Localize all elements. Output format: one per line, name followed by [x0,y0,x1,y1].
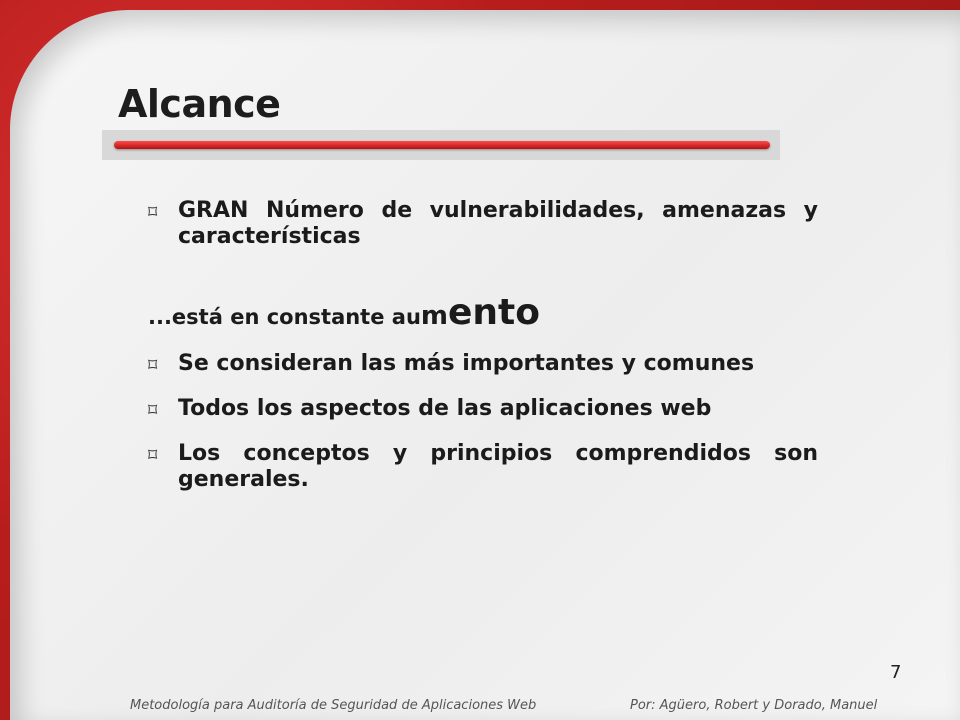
bullet-text-1: GRAN Número de vulnerabilidades, amenazas y características [178,198,818,249]
bullet-text-4: Los conceptos y principios comprendidos son generales. [178,441,818,492]
footer-authors: Por: Agüero, Robert y Dorado, Manuel [630,698,878,713]
title-rule [114,141,770,149]
bullet-glyph-icon: ⌑ [148,400,158,421]
aumento-prefix: ...está en constante [148,305,392,329]
bullet-item-2 [148,351,818,381]
bullet-text-3: Todos los aspectos de las aplicaciones web [178,396,712,421]
bullet-glyph-icon: ⌑ [148,445,158,466]
aumento-part-1: au [391,305,421,329]
footer-title: Metodología para Auditoría de Seguridad de Aplicaciones Web [130,698,537,713]
aumento-part-2: m [420,301,448,331]
bullet-item-3 [148,396,818,426]
bullet-glyph-icon: ⌑ [148,202,158,223]
bullet-item-4 [148,441,818,493]
bullet-item-1 [148,198,818,250]
aumento-part-3: ento [448,292,540,333]
bullet-glyph-icon: ⌑ [148,355,158,376]
bullet-text-2: Se consideran las más importantes y comunes [178,351,755,376]
slide-title: Alcance [118,82,281,126]
aumento-line [148,292,540,333]
page-number: 7 [890,662,902,683]
